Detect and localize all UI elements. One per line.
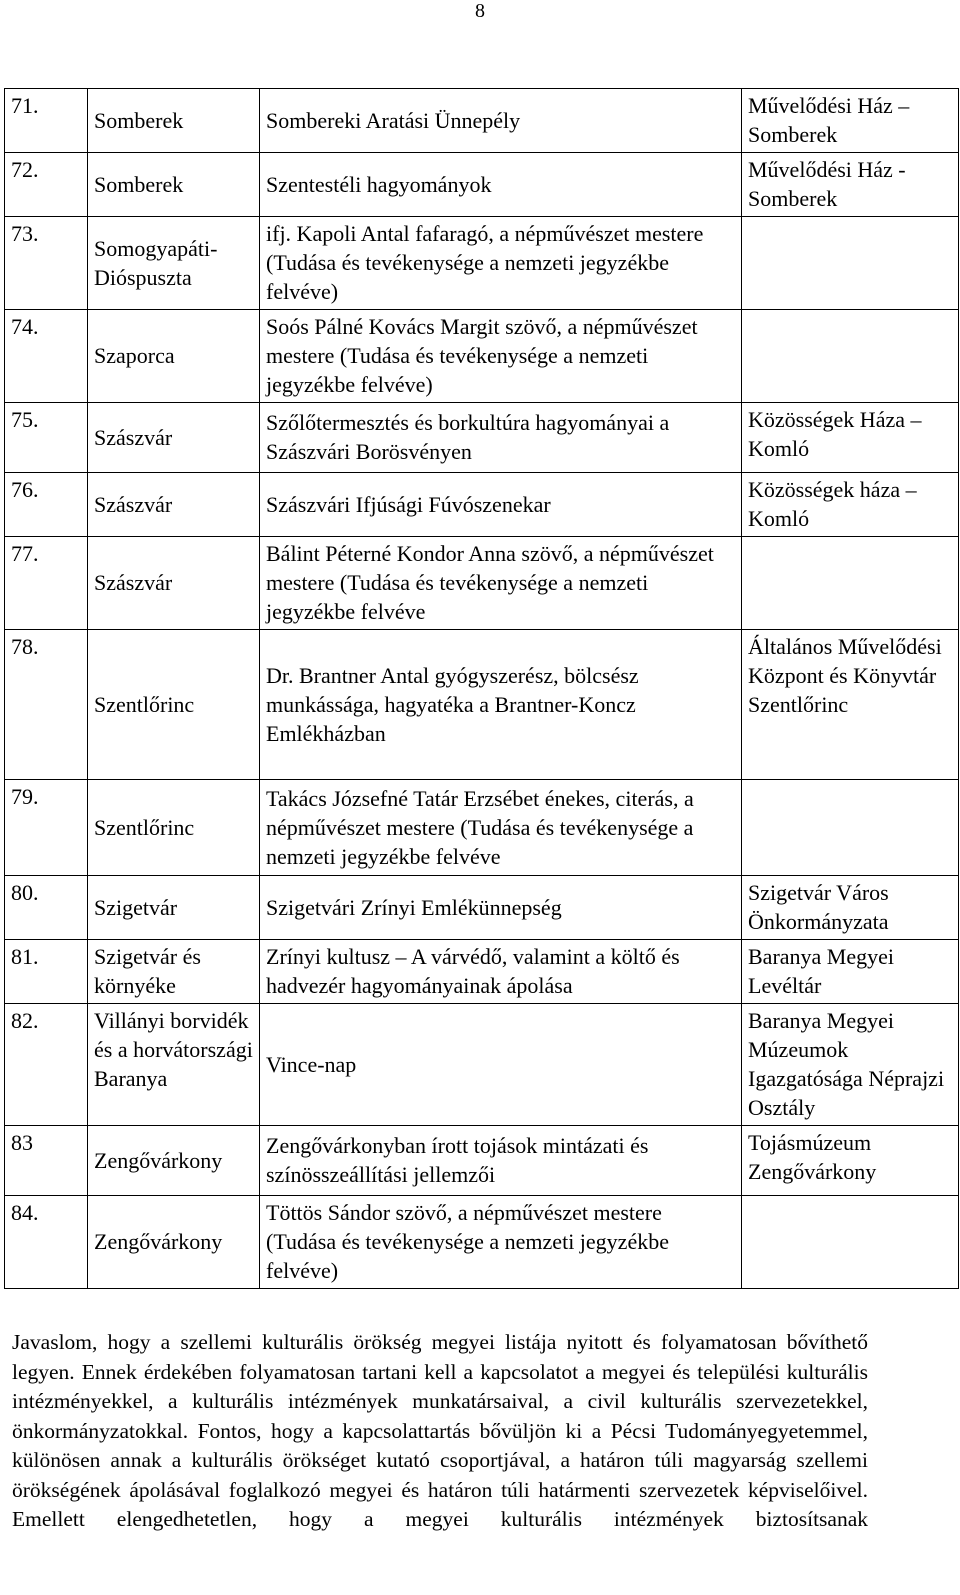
table-row [5,630,959,780]
row-number-cell: 81. [5,940,88,1004]
heritage-item-cell: Szentestéli hagyományok [260,153,742,217]
institution-cell [742,217,959,310]
heritage-item-cell: ifj. Kapoli Antal fafaragó, a népművészet mestere (Tudása és tevékenysége a nemzeti jegyzékbe felvéve) [260,217,742,310]
row-number-cell: 75. [5,403,88,473]
table-row [5,1126,959,1196]
institution-cell: Közösségek háza – Komló [742,473,959,537]
institution-cell: Művelődési Ház - Somberek [742,153,959,217]
heritage-item-cell: Vince-nap [260,1004,742,1126]
table-row [5,940,959,1004]
row-number-cell: 83 [5,1126,88,1196]
settlement-cell: Somberek [88,89,260,153]
heritage-item-cell: Szászvári Ifjúsági Fúvószenekar [260,473,742,537]
settlement-cell: Szászvár [88,473,260,537]
heritage-item-cell: Dr. Brantner Antal gyógyszerész, bölcsész munkássága, hagyatéka a Brantner-Koncz Emlékházban [260,630,742,780]
table-row [5,153,959,217]
row-number-cell: 73. [5,217,88,310]
table-row [5,780,959,876]
table-row [5,403,959,473]
row-number-cell: 76. [5,473,88,537]
row-number-cell: 84. [5,1196,88,1289]
settlement-cell: Villányi borvidék és a horvátországi Baranya [88,1004,260,1126]
table-row [5,473,959,537]
institution-cell [742,310,959,403]
heritage-item-cell: Takács Józsefné Tatár Erzsébet énekes, citerás, a népművészet mestere (Tudása és tevékenysége a nemzeti jegyzékbe felvéve [260,780,742,876]
row-number-cell: 77. [5,537,88,630]
settlement-cell: Somberek [88,153,260,217]
institution-cell [742,537,959,630]
heritage-item-cell: Zengővárkonyban írott tojások mintázati és színösszeállítási jellemzői [260,1126,742,1196]
heritage-item-cell: Töttös Sándor szövő, a népművészet mestere (Tudása és tevékenysége a nemzeti jegyzékbe felvéve) [260,1196,742,1289]
settlement-cell: Szászvár [88,537,260,630]
heritage-item-cell: Sombereki Aratási Ünnepély [260,89,742,153]
settlement-cell: Zengővárkony [88,1126,260,1196]
settlement-cell: Szaporca [88,310,260,403]
institution-cell: Baranya Megyei Múzeumok Igazgatósága Néprajzi Osztály [742,1004,959,1126]
table-row [5,310,959,403]
heritage-item-cell: Szőlőtermesztés és borkultúra hagyományai a Szászvári Borösvényen [260,403,742,473]
table-row [5,89,959,153]
table-row [5,876,959,940]
row-number-cell: 80. [5,876,88,940]
settlement-cell: Szentlőrinc [88,780,260,876]
table-row [5,537,959,630]
settlement-cell: Somogyapáti-Dióspuszta [88,217,260,310]
heritage-table-body [5,89,959,1289]
heritage-item-cell: Zrínyi kultusz – A várvédő, valamint a költő és hadvezér hagyományainak ápolása [260,940,742,1004]
row-number-cell: 82. [5,1004,88,1126]
settlement-cell: Szentlőrinc [88,630,260,780]
heritage-table [4,88,959,1289]
row-number-cell: 79. [5,780,88,876]
table-row [5,217,959,310]
heritage-item-cell: Bálint Péterné Kondor Anna szövő, a népművészet mestere (Tudása és tevékenysége a nemzeti jegyzékbe felvéve [260,537,742,630]
heritage-item-cell: Soós Pálné Kovács Margit szövő, a népművészet mestere (Tudása és tevékenysége a nemzeti jegyzékbe felvéve) [260,310,742,403]
proposal-paragraph: Javaslom, hogy a szellemi kulturális örökség megyei listája nyitott és folyamatosan bővíthető legyen. Ennek érdekében folyamatosan tartani kell a kapcsolatot a megyei és települési kulturális intézményekkel, a kulturális intézmények munkatársaival, a civil kulturális szervezetekkel, önkormányzatokkal. Fontos, hogy a kapcsolattartás bővüljön ki a Pécsi Tudományegyetemmel, különösen annak a kulturális örökséget kutató csoportjával, a határon túli magyarság szellemi örökségének ápolásával foglalkozó megyei és határon túli határmenti szervezetek képviselőivel. Emellett elengedhetetlen, hogy a megyei kulturális intézmények biztosítsanak [12,1330,868,1531]
row-number-cell: 74. [5,310,88,403]
institution-cell: Általános Művelődési Központ és Könyvtár Szentlőrinc [742,630,959,780]
institution-cell: Közösségek Háza – Komló [742,403,959,473]
table-row [5,1196,959,1289]
institution-cell: Szigetvár Város Önkormányzata [742,876,959,940]
settlement-cell: Szigetvár [88,876,260,940]
institution-cell: Művelődési Ház – Somberek [742,89,959,153]
institution-cell [742,1196,959,1289]
heritage-item-cell: Szigetvári Zrínyi Emlékünnepség [260,876,742,940]
settlement-cell: Zengővárkony [88,1196,260,1289]
table-row [5,1004,959,1126]
row-number-cell: 71. [5,89,88,153]
settlement-cell: Szászvár [88,403,260,473]
institution-cell: Baranya Megyei Levéltár [742,940,959,1004]
row-number-cell: 78. [5,630,88,780]
institution-cell [742,780,959,876]
settlement-cell: Szigetvár és környéke [88,940,260,1004]
page-number: 8 [475,0,485,22]
institution-cell: Tojásmúzeum Zengővárkony [742,1126,959,1196]
row-number-cell: 72. [5,153,88,217]
